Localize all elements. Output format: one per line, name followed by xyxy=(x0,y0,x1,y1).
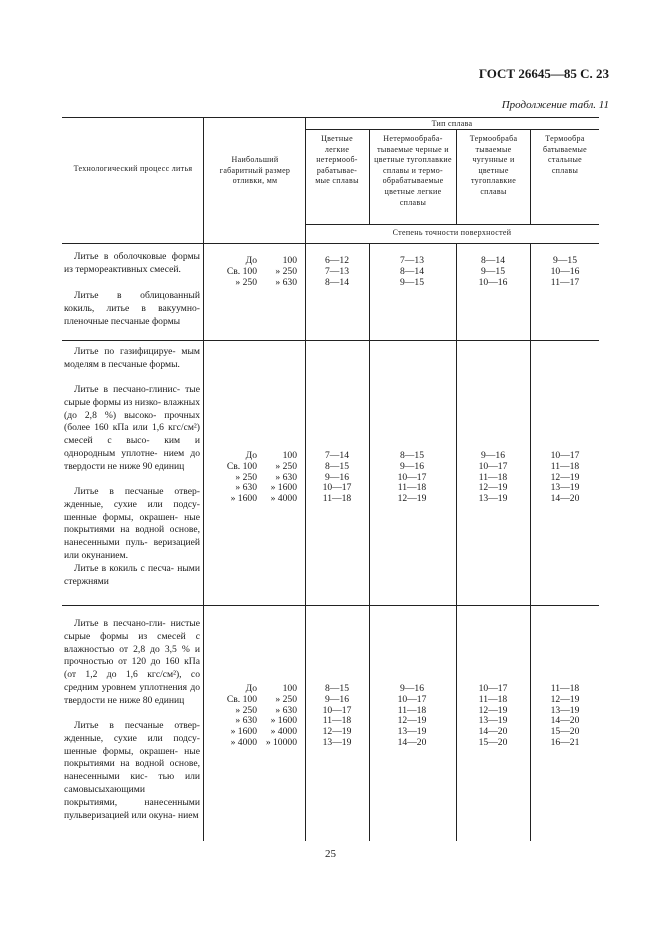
header-alloy-4: Термообра батываемые стальные сплавы xyxy=(542,134,588,175)
size-from: » 630 xyxy=(235,715,257,727)
accuracy-value: 13—19 xyxy=(550,704,580,716)
column-rule xyxy=(369,243,370,841)
accuracy-value: 9—16 xyxy=(400,460,424,472)
accuracy-value: 14—20 xyxy=(550,493,580,505)
accuracy-value: 13—19 xyxy=(397,726,427,738)
accuracy-value: 12—19 xyxy=(550,471,580,483)
accuracy-value: 11—18 xyxy=(478,693,508,705)
accuracy-value: 12—19 xyxy=(322,726,352,738)
accuracy-value: 10—17 xyxy=(322,704,352,716)
size-range xyxy=(205,278,297,289)
accuracy-value: 9—16 xyxy=(481,450,505,461)
accuracy-value: 6—12 xyxy=(325,255,349,266)
size-range xyxy=(205,738,297,749)
size-from: » 4000 xyxy=(230,737,257,748)
size-to: » 250 xyxy=(275,460,297,472)
accuracy-value: 13—19 xyxy=(478,493,508,505)
accuracy-value: 9—15 xyxy=(553,255,577,266)
header-process: Технологический процесс литья xyxy=(73,164,193,173)
size-to: » 4000 xyxy=(270,493,297,505)
accuracy-value: 9—16 xyxy=(325,471,349,483)
accuracy-rule xyxy=(305,224,599,225)
accuracy-value: 8—15 xyxy=(325,683,349,694)
size-from: » 1600 xyxy=(230,726,257,738)
accuracy-value: 10—17 xyxy=(397,471,427,483)
header-size: Наибольший габаритный размер отливки, мм xyxy=(219,155,291,186)
column-rule xyxy=(456,243,457,841)
size-from: До xyxy=(245,683,257,694)
size-to: » 1600 xyxy=(270,715,297,727)
header-accuracy: Степень точности поверхностей xyxy=(392,228,512,237)
accuracy-value: 10—16 xyxy=(478,276,508,288)
size-to: » 630 xyxy=(275,704,297,716)
accuracy-value: 12—19 xyxy=(397,715,427,727)
accuracy-value: 10—17 xyxy=(397,693,427,705)
header-alloy-2: Нетермообраба- тываемые черные и цветные тугоплавкие сплавы и термо- обрабатываемые цветные легкие сплавы xyxy=(374,134,452,207)
size-range xyxy=(205,267,297,278)
group-divider-2 xyxy=(62,605,599,606)
size-from: » 1600 xyxy=(230,493,257,505)
size-from: Св. 100 xyxy=(226,265,257,277)
process-text: Литье по газифицируе- мым моделям в песчаные формы. xyxy=(64,346,200,370)
accuracy-value: 16—21 xyxy=(550,737,580,748)
accuracy-value: 13—19 xyxy=(550,482,580,494)
size-to: 100 xyxy=(282,450,297,461)
accuracy-value: 12—19 xyxy=(478,482,508,494)
accuracy-value: 9—16 xyxy=(325,693,349,705)
accuracy-value: 11—18 xyxy=(478,471,508,483)
process-text: Литье в оболочковые формы из термореактивных смесей. xyxy=(64,251,200,275)
accuracy-value: 15—20 xyxy=(550,726,580,738)
header-alloy-3: Термообраба тываемые чугунные и цветные тугоплавкие сплавы xyxy=(469,134,518,196)
column-rule xyxy=(530,129,531,224)
accuracy-value: 11—18 xyxy=(397,704,427,716)
size-to: 100 xyxy=(282,255,297,266)
process-text: Литье в песчаные отвер- жденные, сухие или подсу- шенные формы, окрашен- ные покрытиями на водной основе, нанесенными кис- тью или самовысыхающими покрытиями, нанесенными пульверизацией или окуна- нием xyxy=(64,720,200,821)
page-number: 25 xyxy=(325,848,336,860)
accuracy-value: 8—15 xyxy=(400,450,424,461)
accuracy-value: 9—15 xyxy=(400,276,424,288)
accuracy-value: 11—18 xyxy=(322,715,352,727)
column-rule xyxy=(456,129,457,224)
header-alloy-type: Тип сплава xyxy=(431,119,473,128)
size-from: До xyxy=(245,450,257,461)
accuracy-value: 14—20 xyxy=(478,726,508,738)
header-bottom-rule xyxy=(62,243,599,244)
size-from: » 250 xyxy=(235,704,257,716)
size-to: » 4000 xyxy=(270,726,297,738)
accuracy-value: 14—20 xyxy=(397,737,427,748)
size-to: » 250 xyxy=(275,265,297,277)
size-to: 100 xyxy=(282,683,297,694)
accuracy-value: 7—14 xyxy=(325,450,349,461)
table-continuation: Продолжение табл. 11 xyxy=(501,99,609,111)
accuracy-value: 11—18 xyxy=(397,482,427,494)
size-from: Св. 100 xyxy=(226,693,257,705)
accuracy-value: 12—19 xyxy=(478,704,508,716)
size-range xyxy=(205,462,297,473)
size-range xyxy=(205,494,297,505)
accuracy-value: 11—18 xyxy=(550,460,580,472)
column-rule xyxy=(203,117,204,841)
header-alloy-1: Цветные легкие нетермооб- рабатывае- мые сплавы xyxy=(315,134,359,186)
size-to: » 630 xyxy=(275,276,297,288)
accuracy-value: 10—17 xyxy=(478,683,508,694)
size-from: » 630 xyxy=(235,482,257,494)
accuracy-value: 11—18 xyxy=(322,493,352,505)
accuracy-value: 9—15 xyxy=(481,265,505,277)
column-rule xyxy=(369,129,370,224)
process-text: Литье в облицованный кокиль, литье в вакуумно- пленочные песчаные формы xyxy=(64,290,200,327)
accuracy-value: 8—14 xyxy=(481,255,505,266)
accuracy-value: 9—16 xyxy=(400,683,424,694)
size-to: » 250 xyxy=(275,693,297,705)
size-from: » 250 xyxy=(235,471,257,483)
size-from: » 250 xyxy=(235,276,257,288)
accuracy-value: 13—19 xyxy=(478,715,508,727)
column-rule xyxy=(530,243,531,841)
accuracy-value: 15—20 xyxy=(478,737,508,748)
size-from: До xyxy=(245,255,257,266)
process-text: Литье в кокиль с песча- ными стержнями xyxy=(64,563,200,587)
accuracy-value: 10—17 xyxy=(478,460,508,472)
accuracy-value: 13—19 xyxy=(322,737,352,748)
accuracy-value: 14—20 xyxy=(550,715,580,727)
process-text: Литье в песчано-глинис- тые сырые формы из низко- влажных (до 2,8 %) высоко- прочных (более 160 кПа или 1,6 кгс/см²) смесей с высо- ким и однородным уплотне- нием до твердости не ниже 90 единиц xyxy=(64,384,200,472)
accuracy-value: 10—17 xyxy=(322,482,352,494)
size-to: » 1600 xyxy=(270,482,297,494)
size-to: » 10000 xyxy=(265,737,297,748)
column-rule xyxy=(305,117,306,841)
accuracy-value: 7—13 xyxy=(400,255,424,266)
accuracy-value: 12—19 xyxy=(550,693,580,705)
group-divider-1 xyxy=(62,340,599,341)
accuracy-value: 8—14 xyxy=(400,265,424,277)
accuracy-value: 7—13 xyxy=(325,265,349,277)
size-to: » 630 xyxy=(275,471,297,483)
page-header: ГОСТ 26645—85 С. 23 xyxy=(478,66,609,81)
process-text: Литье в песчаные отвер- жденные, сухие или подсу- шенные формы, окрашен- ные покрытиями на водной основе, нанесенными пуль- веризацией или окунанием. xyxy=(64,486,200,561)
accuracy-value: 11—18 xyxy=(550,683,580,694)
table-top-rule xyxy=(62,117,599,118)
accuracy-value: 12—19 xyxy=(397,493,427,505)
process-text: Литье в песчано-гли- нистые сырые формы из смесей с влажностью от 2,8 до 3,5 % и прочностью от 120 до 160 кПа (от 1,2 до 1,6 кгс/см²), со средним уровнем уплотнения до твердости не ниже 80 единиц xyxy=(64,618,200,706)
size-from: Св. 100 xyxy=(226,460,257,472)
accuracy-value: 8—15 xyxy=(325,460,349,472)
accuracy-value: 8—14 xyxy=(325,276,349,288)
size-range xyxy=(205,695,297,706)
accuracy-value: 10—17 xyxy=(550,450,580,461)
accuracy-value: 10—16 xyxy=(550,265,580,277)
accuracy-value: 11—17 xyxy=(550,276,580,288)
